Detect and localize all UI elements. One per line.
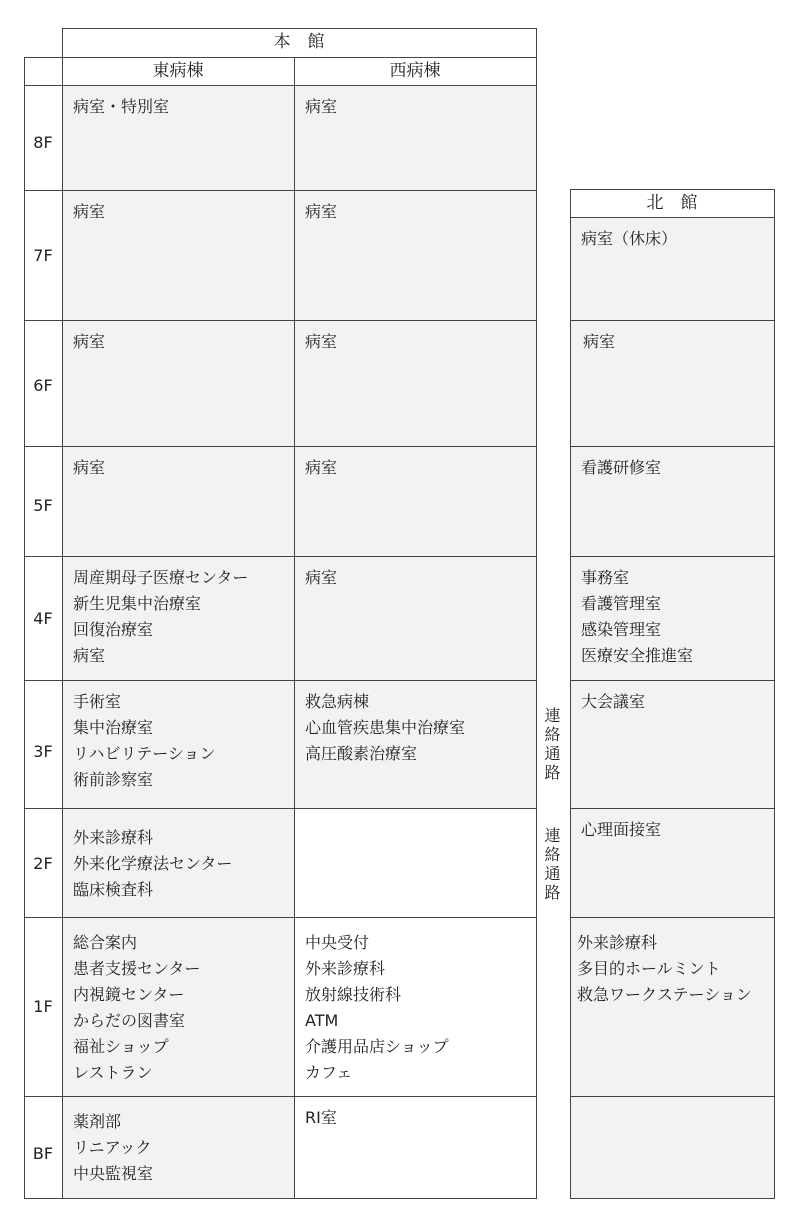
corridor-char: 連 [544, 706, 561, 725]
room-label: 病室 [73, 646, 106, 665]
room-label: 多目的ホールミント [577, 959, 721, 978]
room-label: 臨床検査科 [73, 880, 154, 899]
room-label: RI室 [305, 1108, 337, 1127]
west-wing-header: 西病棟 [389, 61, 441, 81]
west-cell-2f [295, 809, 536, 917]
room-label: 新生児集中治療室 [73, 594, 202, 613]
room-label: 病室（休床） [581, 229, 678, 248]
room-label: 救急ワークステーション [577, 985, 752, 1004]
room-label: 病室 [305, 202, 338, 221]
room-label: 病室 [305, 332, 338, 351]
grid-line [294, 57, 295, 1199]
east-cell-1f [63, 918, 294, 1096]
room-label: 手術室 [73, 692, 122, 711]
room-label: 看護研修室 [581, 458, 662, 477]
room-label: 総合案内 [73, 933, 138, 952]
grid-line [570, 917, 775, 918]
grid-line [570, 217, 775, 218]
room-label: 内視鏡センター [73, 985, 185, 1004]
north-cell-3f [571, 681, 774, 808]
east-cell-6f [63, 321, 294, 446]
room-label: 外来診療科 [577, 933, 658, 952]
grid-line [24, 85, 536, 86]
room-label: 心血管疾患集中治療室 [305, 718, 466, 737]
north-cell-bf [571, 1097, 774, 1198]
corridor-char: 路 [544, 883, 561, 902]
floor-label-7f: 7F [33, 246, 53, 265]
room-label: 集中治療室 [73, 718, 154, 737]
room-label: 感染管理室 [581, 620, 662, 639]
room-label: 患者支援センター [73, 959, 201, 978]
grid-line [570, 320, 775, 321]
grid-line [24, 917, 536, 918]
north-cell-1f [571, 918, 774, 1096]
floor-label-2f: 2F [33, 854, 53, 873]
room-label: 病室・特別室 [73, 97, 170, 116]
room-label: 病室 [305, 568, 338, 587]
corridor-char: 絡 [544, 725, 561, 744]
west-cell-7f [295, 191, 536, 320]
room-label: 病室 [583, 332, 616, 351]
room-label: 中央監視室 [73, 1164, 154, 1183]
west-cell-bf [295, 1097, 536, 1198]
room-label: 外来診療科 [305, 959, 386, 978]
north-cell-4f [571, 557, 774, 680]
floor-label-3f: 3F [33, 742, 53, 761]
floor-label-1f: 1F [33, 997, 53, 1016]
east-cell-2f [63, 809, 294, 917]
room-label: 病室 [73, 458, 106, 477]
room-label: 心理面接室 [581, 820, 662, 839]
room-label: 救急病棟 [305, 692, 370, 711]
room-label: 薬剤部 [73, 1112, 122, 1131]
room-label: 術前診察室 [73, 770, 154, 789]
room-label: 回復治療室 [73, 620, 154, 639]
room-label: 放射線技術科 [305, 985, 402, 1004]
east-cell-3f [63, 681, 294, 808]
room-label: 病室 [73, 332, 106, 351]
grid-line [24, 1096, 536, 1097]
grid-line [536, 28, 537, 1199]
west-cell-5f [295, 447, 536, 556]
room-label: 事務室 [581, 568, 630, 587]
west-cell-6f [295, 321, 536, 446]
grid-line [24, 190, 536, 191]
room-label: レストラン [73, 1063, 153, 1082]
floor-label-5f: 5F [33, 496, 53, 515]
corridor-char: 絡 [544, 845, 561, 864]
room-label: 大会議室 [581, 692, 646, 711]
grid-line [24, 57, 25, 1199]
room-label: 病室 [73, 202, 106, 221]
grid-line [24, 320, 536, 321]
north-cell-2f [571, 809, 774, 917]
corridor-char: 路 [544, 763, 561, 782]
room-label: ATM [305, 1011, 339, 1030]
room-label: 周産期母子医療センター [73, 568, 249, 587]
room-label: リハビリテーション [73, 744, 216, 763]
east-wing-header: 東病棟 [152, 61, 204, 81]
west-cell-3f [295, 681, 536, 808]
room-label: リニアック [73, 1138, 152, 1157]
west-cell-4f [295, 557, 536, 680]
floor-label-6f: 6F [33, 376, 53, 395]
corridor-label-3f [536, 706, 569, 782]
north-cell-6f [571, 321, 774, 446]
grid-line [24, 57, 536, 58]
grid-line [570, 189, 571, 1199]
corridor-label-2f [536, 826, 569, 902]
room-label: カフェ [305, 1063, 353, 1082]
corridor-char: 通 [544, 864, 561, 883]
corridor-char: 連 [544, 826, 561, 845]
east-cell-bf [63, 1097, 294, 1198]
grid-line [570, 446, 775, 447]
grid-line [570, 808, 775, 809]
grid-line [570, 1198, 775, 1199]
main-building-title: 本 館 [273, 32, 325, 52]
grid-line [570, 1096, 775, 1097]
room-label: 病室 [305, 458, 338, 477]
north-building-title: 北 館 [646, 193, 698, 213]
north-cell-5f [571, 447, 774, 556]
floor-label-bf: BF [32, 1144, 54, 1163]
grid-line [24, 808, 536, 809]
grid-line [24, 556, 536, 557]
east-cell-7f [63, 191, 294, 320]
room-label: 高圧酸素治療室 [305, 744, 418, 763]
east-cell-4f [63, 557, 294, 680]
room-label: 医療安全推進室 [581, 646, 694, 665]
grid-line [24, 446, 536, 447]
room-label: 中央受付 [305, 933, 370, 952]
room-label: 看護管理室 [581, 594, 662, 613]
grid-line [774, 189, 775, 1199]
grid-line [570, 680, 775, 681]
room-label: 福祉ショップ [73, 1037, 169, 1056]
grid-line [570, 189, 775, 190]
room-label: 外来化学療法センター [73, 854, 233, 873]
room-label: 介護用品店ショップ [305, 1037, 449, 1056]
grid-line [24, 1198, 536, 1199]
room-label: 病室 [305, 97, 338, 116]
floor-label-4f: 4F [33, 609, 53, 628]
grid-line [62, 28, 536, 29]
grid-line [570, 556, 775, 557]
grid-line [62, 28, 63, 1199]
west-cell-1f [295, 918, 536, 1096]
west-cell-8f [295, 86, 536, 190]
east-cell-8f [63, 86, 294, 190]
north-cell-7f [571, 218, 774, 320]
room-label: 外来診療科 [73, 828, 154, 847]
grid-line [24, 680, 536, 681]
corridor-char: 通 [544, 744, 561, 763]
floor-label-8f: 8F [33, 133, 53, 152]
room-label: からだの図書室 [73, 1011, 186, 1030]
east-cell-5f [63, 447, 294, 556]
